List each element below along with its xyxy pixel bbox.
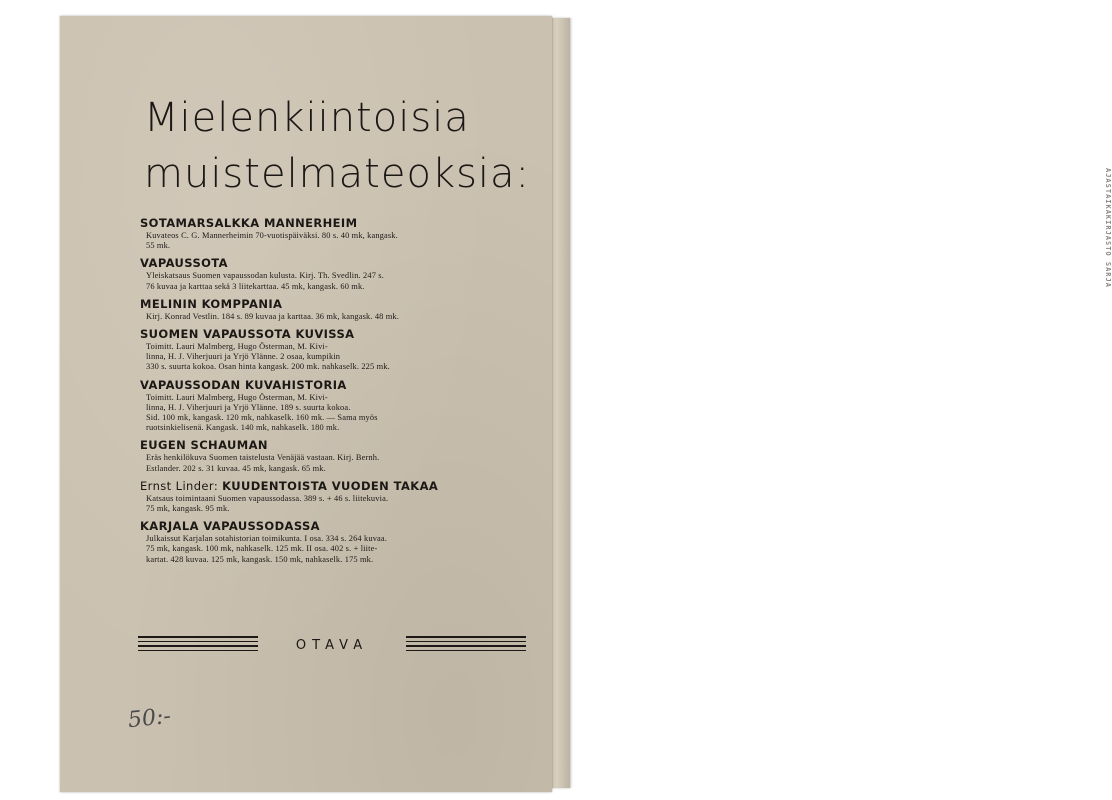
book-title: VAPAUSSODAN KUVAHISTORIA — [140, 377, 347, 392]
book-description-line: Estlander. 202 s. 31 kuvaa. 45 mk, kangask. 65 mk. — [146, 463, 326, 473]
book-entry — [140, 216, 528, 251]
book-entry — [140, 327, 528, 373]
book-title: VAPAUSSOTA — [140, 256, 228, 271]
book-title: SOTAMARSALKKA MANNERHEIM — [140, 216, 358, 230]
book-heading — [140, 327, 528, 342]
book-description-line: linna, H. J. Viherjuuri ja Yrjö Ylänne. 189 s. suurta kokoa. — [146, 402, 351, 412]
book-heading — [140, 519, 528, 534]
book-title: MELININ KOMPPANIA — [140, 296, 283, 311]
book-entry — [140, 256, 528, 291]
book-description-line: 75 mk, kangask. 100 mk, nahkaselk. 125 mk. II osa. 402 s. + liite- — [146, 544, 378, 554]
book-heading — [140, 378, 528, 393]
book-title: KARJALA VAPAUSSODASSA — [140, 519, 320, 534]
spine-text: AJASTAIKAKIRJASTO SARJA — [1104, 168, 1112, 288]
book-entry — [140, 438, 528, 473]
book-entry — [140, 519, 528, 565]
book-entry — [140, 378, 528, 434]
book-title: KUUDENTOISTA VUODEN TAKAA — [222, 478, 439, 493]
book-description-line: Julkaissut Karjalan sotahistorian toimikunta. I osa. 334 s. 264 kuvaa. — [146, 534, 388, 544]
book-description-line: 75 mk, kangask. 95 mk. — [146, 504, 230, 514]
book-heading — [140, 216, 528, 231]
book-description-line: ruotsinkielisenä. Kangask. 140 mk, nahkaselk. 180 mk. — [146, 423, 340, 433]
book-description-line: 76 kuvaa ja karttaa sekä 3 liitekarttaa. 45 mk, kangask. 60 mk. — [146, 281, 365, 291]
book-description-line: Yleiskatsaus Suomen vapaussodan kulusta. Kirj. Th. Svedlin. 247 s. — [146, 271, 384, 281]
book-description-line: 330 s. suurta kokoa. Osan hinta kangask. 200 mk. nahkaselk. 225 mk. — [146, 362, 390, 372]
book-entry — [140, 297, 528, 322]
book-description-line: Sid. 100 mk, kangask. 120 mk, nahkaselk. 160 mk. — Sama myös — [146, 413, 378, 423]
book-description-line: Kirj. Konrad Vestlin. 184 s. 89 kuvaa ja karttaa. 36 mk, kangask. 48 mk. — [146, 311, 400, 321]
book-description-line: 55 mk. — [146, 241, 171, 251]
book-heading — [140, 256, 528, 271]
book-description-line: Kuvateos C. G. Mannerheimin 70-vuotispäiväksi. 80 s. 40 mk, kangask. — [146, 231, 398, 240]
book-author: Ernst Linder: — [140, 478, 219, 493]
book-title: SUOMEN VAPAUSSOTA KUVISSA — [140, 327, 355, 342]
cover-title-line-2: muistelmateoksia: — [144, 151, 531, 197]
book-back-cover — [60, 16, 552, 792]
cover-title-line-1: Mielenkiintoisia — [144, 95, 470, 141]
book-heading — [140, 438, 528, 453]
book-heading — [140, 479, 528, 494]
book-description-line: Toimitt. Lauri Malmberg, Hugo Österman, M. Kivi- — [146, 342, 328, 352]
book-entry — [140, 479, 528, 514]
cover-title — [144, 90, 530, 202]
book-description-line: Toimitt. Lauri Malmberg, Hugo Österman, M. Kivi- — [146, 392, 328, 402]
handwritten-price: 50:- — [126, 703, 173, 734]
publisher-footer — [138, 634, 526, 658]
book-description-line: linna, H. J. Viherjuuri ja Yrjö Ylänne. 2 osaa, kumpikin — [146, 352, 341, 362]
book-heading — [140, 297, 528, 312]
book-description-line: Katsaus toimintaani Suomen vapaussodassa. 389 s. + 46 s. liitekuvia. — [146, 493, 389, 503]
publisher-name: OTAVA — [295, 638, 369, 653]
book-title: EUGEN SCHAUMAN — [140, 438, 268, 453]
book-list — [140, 216, 528, 570]
publisher-rule-right — [406, 636, 526, 656]
book-description-line: kartat. 428 kuvaa. 125 mk, kangask. 150 mk, nahkaselk. 175 mk. — [146, 554, 374, 564]
book-description-line: Eräs henkilökuva Suomen taistelusta Venäjää vastaan. Kirj. Bernh. — [146, 453, 380, 463]
